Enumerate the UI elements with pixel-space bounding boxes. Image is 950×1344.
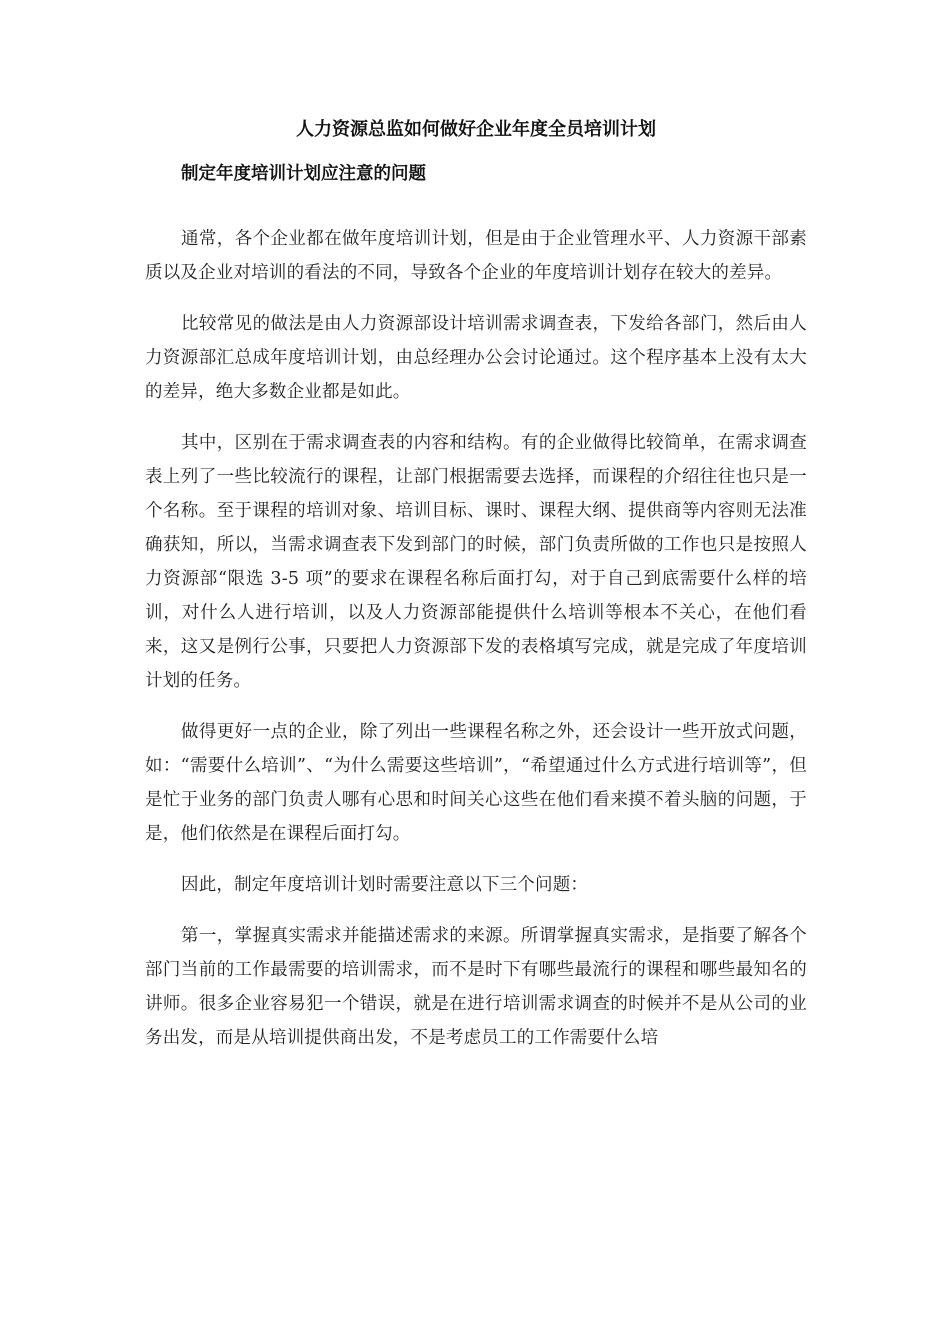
paragraph-3: 其中，区别在于需求调查表的内容和结构。有的企业做得比较简单，在需求调查表上列了一些比较流行的课程，让部门根据需要去选择，而课程的介绍往往也只是一个名称。至于课程的培训对象、培训目标、课时、课程大纲、提供商等内容则无法准确获知，所以，当需求调查表下发到部门的时候，部门负责所做的工作也只是按照人力资源部“限选 3-5 项”的要求在课程名称后面打勾，对于自己到底需要什么样的培训，对什么人进行培训，以及人力资源部能提供什么培训等根本不关心，在他们看来，这又是例行公事，只要把人力资源部下发的表格填写完成，就是完成了年度培训计划的任务。 — [145, 433, 807, 691]
document-page — [145, 118, 807, 1072]
paragraph-4: 做得更好一点的企业，除了列出一些课程名称之外，还会设计一些开放式问题，如：“需要什么培训”、“为什么需要这些培训”，“希望通过什么方式进行培训等”，但是忙于业务的部门负责人哪有心思和时间关心这些在他们看来摸不着头脑的问题，于是，他们依然是在课程后面打勾。 — [145, 722, 807, 844]
paragraph-1: 通常，各个企业都在做年度培训计划，但是由于企业管理水平、人力资源干部素质以及企业对培训的看法的不同，导致各个企业的年度培训计划存在较大的差异。 — [145, 229, 807, 283]
paragraph-6: 第一，掌握真实需求并能描述需求的来源。所谓掌握真实需求，是指要了解各个部门当前的工作最需要的培训需求，而不是时下有哪些最流行的课程和哪些最知名的讲师。很多企业容易犯一个错误，就是在进行培训需求调查的时候并不是从公司的业务出发，而是从培训提供商出发，不是考虑员工的工作需要什么培 — [145, 926, 807, 1048]
paragraph-2: 比较常见的做法是由人力资源部设计培训需求调查表，下发给各部门，然后由人力资源部汇总成年度培训计划，由总经理办公会讨论通过。这个程序基本上没有太大的差异，绝大多数企业都是如此。 — [145, 314, 807, 402]
section-heading: 制定年度培训计划应注意的问题 — [181, 164, 426, 184]
paragraph-5: 因此，制定年度培训计划时需要注意以下三个问题： — [181, 875, 589, 895]
document-title: 人力资源总监如何做好企业年度全员培训计划 — [296, 119, 656, 140]
